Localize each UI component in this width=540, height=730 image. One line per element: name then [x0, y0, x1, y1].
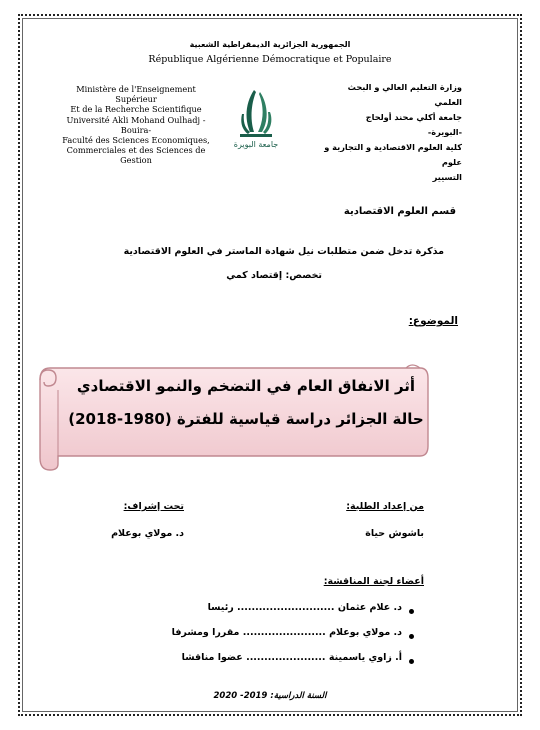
ministry-fr-line: Supérieur [115, 94, 157, 105]
thesis-title-line1: أثر الانفاق العام في التضخم والنمو الاقتصادي [76, 377, 416, 395]
department: قسم العلوم الاقتصادية [343, 206, 456, 217]
supervisor-label: تحت إشراف: [123, 501, 184, 512]
ministry-block-ar [320, 80, 462, 185]
logo-caption: جامعة البويرة [233, 140, 279, 149]
thesis-title-line2: حالة الجزائر دراسة قياسية للفترة (1980-2018) [68, 410, 424, 428]
republic-ar: الجمهورية الجزائرية الديمقراطية الشعبية [189, 40, 351, 49]
member-dots: ....................... [242, 627, 326, 638]
member-role: رئيسا [207, 602, 234, 613]
memo-line: مذكرة تدخل ضمن متطلبات نيل شهادة الماستر في العلوم الاقتصادية [123, 246, 444, 257]
ministry-fr-line: Bouira- [120, 124, 152, 135]
bullet-icon [409, 659, 414, 664]
member-name: أ. زاوي ياسمينة [328, 652, 402, 663]
supervisor-name: د. مولاي بوعلام [111, 528, 184, 539]
member-role: مقررا ومشرفا [171, 627, 240, 638]
member-name: د. مولاي بوعلام [329, 627, 402, 638]
ministry-fr-line: Faculté des Sciences Economiques, [62, 135, 210, 146]
ministry-fr-line: Université Akli Mohand Oulhadj - [66, 114, 206, 125]
ministry-ar-line: التسيير [432, 172, 462, 182]
member-dots: ...................... [246, 652, 326, 663]
student-name: باشوش حياة [365, 528, 424, 539]
ministry-block-fr [38, 84, 234, 166]
specialty-line: تخصص: إقتصاد كمي [226, 270, 322, 281]
bullet-icon [409, 634, 414, 639]
committee-member-row [182, 652, 402, 663]
ministry-ar-line: وزارة التعليم العالي و البحث العلمي [347, 82, 462, 107]
ministry-ar-line: -البويرة- [427, 127, 462, 137]
ministry-fr-line: Ministère de l'Enseignement [76, 84, 196, 94]
university-logo-icon [232, 84, 280, 156]
republic-fr: République Algérienne Démocratique et Populaire [148, 54, 392, 65]
committee-member-row [208, 602, 402, 613]
ministry-fr-line: Commerciales et des Sciences de [66, 145, 206, 156]
member-role: عضوا مناقشا [181, 652, 243, 663]
committee-label: أعضاء لجنة المناقشة: [323, 576, 424, 587]
subject-label: الموضوع: [408, 315, 458, 327]
academic-year: السنة الدراسية: 2019- 2020 [213, 691, 327, 701]
student-label: من إعداد الطلبة: [346, 501, 424, 512]
member-name: د. علام عثمان [337, 602, 402, 613]
member-dots: ........................... [237, 602, 335, 613]
ministry-fr-line: Et de la Recherche Scientifique [70, 104, 202, 115]
bullet-icon [409, 609, 414, 614]
committee-member-row [172, 627, 402, 638]
ministry-ar-line: جامعة أكلي محند أولحاج [365, 112, 462, 122]
ministry-fr-line: Gestion [120, 155, 152, 166]
ministry-ar-line: كلية العلوم الاقتصادية و التجارية و علوم [324, 142, 462, 167]
